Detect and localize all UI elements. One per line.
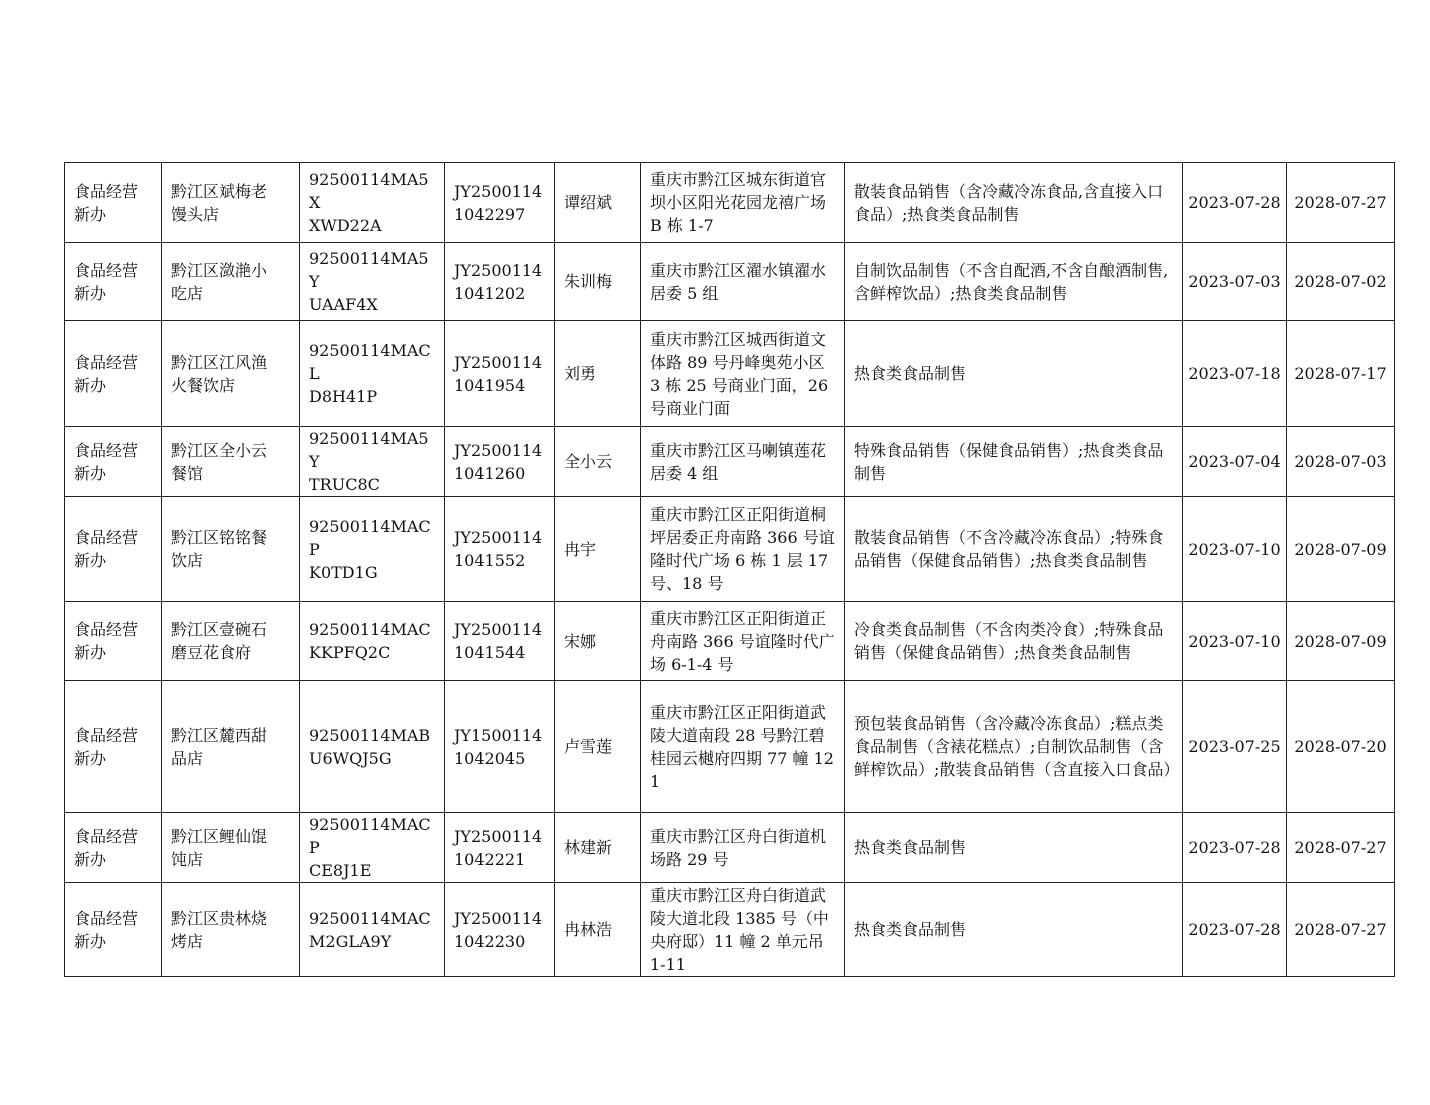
cell-business-name: [162, 602, 300, 681]
cell-issue-date: [1183, 497, 1287, 602]
license-table: [64, 162, 1395, 977]
cell-business-scope-text: 热食类食品制售: [854, 920, 967, 939]
cell-issue-date: [1183, 883, 1287, 977]
cell-expiry-date-text: 2028-07-20: [1294, 737, 1387, 756]
cell-business-name-text: 黔江区鲤仙馄 饨店: [171, 826, 268, 869]
cell-license-number: [445, 813, 555, 883]
cell-address-text: 重庆市黔江区城西街道文体路 89 号丹峰奥苑小区 3 栋 25 号商业门面，26 号商业门面: [650, 329, 829, 418]
cell-credit-code: [300, 681, 445, 813]
cell-address-text: 重庆市黔江区濯水镇濯水居委 5 组: [650, 260, 827, 303]
cell-address: [641, 497, 845, 602]
cell-expiry-date: [1287, 602, 1395, 681]
cell-license-number-text: JY2500114 1041552: [454, 528, 543, 570]
cell-license-type: [65, 813, 162, 883]
cell-legal-person-text: 宋娜: [564, 631, 597, 651]
cell-license-type-text: 食品经营 新办: [74, 181, 139, 224]
cell-legal-person-text: 冉宇: [564, 539, 597, 559]
cell-license-number: [445, 427, 555, 497]
cell-license-number: [445, 321, 555, 427]
cell-address: [641, 163, 845, 243]
cell-legal-person: [555, 497, 641, 602]
cell-business-scope: [845, 163, 1183, 243]
cell-license-type-text: 食品经营 新办: [74, 352, 139, 395]
cell-legal-person-text: 全小云: [564, 452, 613, 471]
cell-legal-person: [555, 602, 641, 681]
cell-license-number-text: JY2500114 1041260: [454, 440, 543, 483]
cell-issue-date-text: 2023-07-28: [1188, 838, 1281, 857]
cell-business-scope-text: 热食类食品制售: [854, 364, 967, 383]
cell-address: [641, 427, 845, 497]
table-row: [65, 427, 1395, 497]
cell-license-number-text: JY2500114 1042297: [454, 181, 543, 224]
cell-credit-code-text: 92500114MA5Y UAAF4X: [309, 249, 429, 314]
cell-expiry-date-text: 2028-07-17: [1294, 364, 1387, 383]
cell-issue-date-text: 2023-07-04: [1188, 452, 1281, 471]
cell-license-number-text: JY2500114 1041202: [454, 260, 543, 303]
cell-license-type-text: 食品经营 新办: [74, 908, 139, 951]
cell-license-number: [445, 602, 555, 681]
cell-issue-date: [1183, 681, 1287, 813]
cell-credit-code-text: 92500114MACP K0TD1G: [309, 516, 431, 582]
cell-credit-code-text: 92500114MAC KKPFQ2C: [309, 620, 431, 662]
cell-address-text: 重庆市黔江区马喇镇莲花居委 4 组: [650, 440, 827, 483]
cell-legal-person-text: 卢雪莲: [564, 737, 613, 756]
cell-expiry-date-text: 2028-07-27: [1294, 920, 1387, 939]
cell-expiry-date: [1287, 163, 1395, 243]
cell-legal-person: [555, 883, 641, 977]
cell-expiry-date-text: 2028-07-02: [1294, 272, 1387, 291]
cell-issue-date: [1183, 163, 1287, 243]
cell-business-name: [162, 681, 300, 813]
cell-expiry-date: [1287, 883, 1395, 977]
cell-credit-code-text: 92500114MACP CE8J1E: [309, 815, 431, 880]
cell-business-scope: [845, 813, 1183, 883]
cell-address: [641, 681, 845, 813]
table-row: [65, 243, 1395, 321]
cell-issue-date: [1183, 243, 1287, 321]
cell-business-scope: [845, 497, 1183, 602]
cell-expiry-date-text: 2028-07-09: [1294, 631, 1387, 651]
cell-license-number: [445, 883, 555, 977]
cell-business-name-text: 黔江区麓西甜 品店: [171, 725, 268, 768]
cell-business-scope: [845, 243, 1183, 321]
cell-address: [641, 602, 845, 681]
cell-legal-person-text: 谭绍斌: [564, 193, 613, 212]
cell-license-number-text: JY2500114 1041954: [454, 352, 543, 395]
cell-issue-date-text: 2023-07-25: [1188, 737, 1281, 756]
cell-business-scope: [845, 321, 1183, 427]
cell-legal-person: [555, 427, 641, 497]
cell-address-text: 重庆市黔江区舟白街道武陵大道北段 1385 号（中央府邸）11 幢 2 单元吊 1-11: [650, 885, 829, 974]
cell-business-scope-text: 散装食品销售（不含冷藏冷冻食品）;特殊食品销售（保健食品销售）;热食类食品制售: [854, 528, 1164, 570]
cell-expiry-date: [1287, 243, 1395, 321]
cell-address-text: 重庆市黔江区舟白街道机场路 29 号: [650, 826, 827, 869]
table-row: [65, 497, 1395, 602]
cell-expiry-date: [1287, 813, 1395, 883]
cell-license-type: [65, 243, 162, 321]
cell-business-name: [162, 813, 300, 883]
cell-issue-date: [1183, 321, 1287, 427]
cell-expiry-date-text: 2028-07-09: [1294, 539, 1387, 559]
table-row: [65, 883, 1395, 977]
cell-issue-date-text: 2023-07-28: [1188, 193, 1281, 212]
cell-address: [641, 243, 845, 321]
cell-business-name-text: 黔江区江风渔 火餐饮店: [171, 352, 268, 395]
cell-license-type-text: 食品经营 新办: [74, 826, 139, 869]
cell-issue-date-text: 2023-07-10: [1188, 631, 1281, 651]
cell-credit-code: [300, 243, 445, 321]
cell-issue-date-text: 2023-07-10: [1188, 539, 1281, 559]
cell-credit-code-text: 92500114MA5X XWD22A: [309, 170, 429, 235]
cell-license-type-text: 食品经营 新办: [74, 620, 139, 662]
cell-address: [641, 813, 845, 883]
cell-legal-person-text: 朱训梅: [564, 272, 613, 291]
cell-legal-person: [555, 681, 641, 813]
cell-license-type: [65, 497, 162, 602]
cell-business-name: [162, 163, 300, 243]
cell-license-type: [65, 427, 162, 497]
cell-credit-code: [300, 427, 445, 497]
cell-license-number: [445, 681, 555, 813]
cell-issue-date: [1183, 427, 1287, 497]
cell-license-number: [445, 243, 555, 321]
cell-business-name-text: 黔江区潋滟小 吃店: [171, 260, 268, 303]
cell-legal-person: [555, 321, 641, 427]
cell-license-number-text: JY2500114 1042221: [454, 826, 543, 869]
cell-business-scope-text: 冷食类食品制售（不含肉类冷食）;特殊食品销售（保健食品销售）;热食类食品制售: [854, 620, 1164, 662]
cell-credit-code: [300, 883, 445, 977]
cell-license-number-text: JY2500114 1041544: [454, 620, 543, 662]
cell-license-type: [65, 681, 162, 813]
cell-credit-code-text: 92500114MAB U6WQJ5G: [309, 725, 431, 768]
cell-business-name: [162, 243, 300, 321]
table-row: [65, 321, 1395, 427]
cell-issue-date-text: 2023-07-28: [1188, 920, 1281, 939]
cell-business-scope-text: 热食类食品制售: [854, 838, 967, 857]
cell-credit-code: [300, 602, 445, 681]
cell-business-scope-text: 散装食品销售（含冷藏冷冻食品,含直接入口食品）;热食类食品制售: [854, 181, 1164, 224]
cell-business-scope: [845, 681, 1183, 813]
cell-business-scope: [845, 602, 1183, 681]
cell-license-number-text: JY2500114 1042230: [454, 908, 543, 951]
cell-issue-date: [1183, 602, 1287, 681]
table-row: [65, 602, 1395, 681]
cell-business-name-text: 黔江区全小云 餐馆: [171, 440, 268, 483]
table-row: [65, 813, 1395, 883]
cell-credit-code: [300, 163, 445, 243]
cell-license-number-text: JY1500114 1042045: [454, 725, 543, 768]
cell-business-name-text: 黔江区铭铭餐 饮店: [171, 528, 268, 570]
cell-credit-code-text: 92500114MAC M2GLA9Y: [309, 908, 431, 951]
cell-legal-person: [555, 243, 641, 321]
cell-address-text: 重庆市黔江区正阳街道武陵大道南段 28 号黔江碧桂园云樾府四期 77 幢 121: [650, 702, 834, 791]
cell-address-text: 重庆市黔江区正阳街道桐坪居委正舟南路 366 号谊隆时代广场 6 栋 1 层 17 号、18 号: [650, 505, 835, 593]
cell-address: [641, 883, 845, 977]
cell-business-scope-text: 自制饮品制售（不含自配酒,不含自酿酒制售,含鲜榨饮品）;热食类食品制售: [854, 260, 1169, 303]
cell-license-number: [445, 497, 555, 602]
cell-expiry-date: [1287, 427, 1395, 497]
cell-address-text: 重庆市黔江区正阳街道正舟南路 366 号谊隆时代广场 6-1-4 号: [650, 608, 835, 674]
cell-credit-code-text: 92500114MACL D8H41P: [309, 341, 431, 406]
table-body: [65, 163, 1395, 977]
cell-legal-person: [555, 163, 641, 243]
cell-license-number: [445, 163, 555, 243]
cell-issue-date: [1183, 813, 1287, 883]
cell-legal-person-text: 冉林浩: [564, 920, 613, 939]
table-row: [65, 681, 1395, 813]
cell-expiry-date: [1287, 681, 1395, 813]
cell-business-name: [162, 497, 300, 602]
cell-business-name: [162, 427, 300, 497]
table-row: [65, 163, 1395, 243]
cell-business-scope: [845, 427, 1183, 497]
cell-business-name-text: 黔江区斌梅老 馒头店: [171, 181, 268, 224]
cell-credit-code: [300, 321, 445, 427]
cell-issue-date-text: 2023-07-18: [1188, 364, 1281, 383]
cell-license-type-text: 食品经营 新办: [74, 528, 139, 570]
cell-license-type-text: 食品经营 新办: [74, 260, 139, 303]
cell-credit-code-text: 92500114MA5Y TRUC8C: [309, 429, 429, 494]
cell-address: [641, 321, 845, 427]
cell-business-name-text: 黔江区壹碗石 磨豆花食府: [171, 620, 268, 662]
cell-legal-person: [555, 813, 641, 883]
cell-license-type: [65, 163, 162, 243]
cell-expiry-date-text: 2028-07-27: [1294, 838, 1387, 857]
cell-business-name: [162, 883, 300, 977]
cell-expiry-date: [1287, 497, 1395, 602]
cell-license-type: [65, 883, 162, 977]
cell-expiry-date-text: 2028-07-27: [1294, 193, 1387, 212]
cell-address-text: 重庆市黔江区城东街道官坝小区阳光花园龙禧广场 B 栋 1-7: [650, 170, 827, 235]
cell-expiry-date: [1287, 321, 1395, 427]
cell-credit-code: [300, 813, 445, 883]
cell-license-type-text: 食品经营 新办: [74, 440, 139, 483]
cell-legal-person-text: 刘勇: [564, 364, 597, 383]
cell-legal-person-text: 林建新: [564, 838, 613, 857]
cell-license-type: [65, 602, 162, 681]
cell-license-type: [65, 321, 162, 427]
cell-business-name: [162, 321, 300, 427]
cell-business-scope-text: 预包装食品销售（含冷藏冷冻食品）;糕点类食品制售（含裱花糕点）;自制饮品制售（含鲜榨饮品）;散装食品销售（含直接入口食品）: [854, 714, 1180, 779]
cell-credit-code: [300, 497, 445, 602]
cell-expiry-date-text: 2028-07-03: [1294, 452, 1387, 471]
cell-license-type-text: 食品经营 新办: [74, 725, 139, 768]
cell-business-scope: [845, 883, 1183, 977]
cell-business-scope-text: 特殊食品销售（保健食品销售）;热食类食品制售: [854, 440, 1164, 483]
cell-business-name-text: 黔江区贵林烧 烤店: [171, 908, 268, 951]
cell-issue-date-text: 2023-07-03: [1188, 272, 1281, 291]
